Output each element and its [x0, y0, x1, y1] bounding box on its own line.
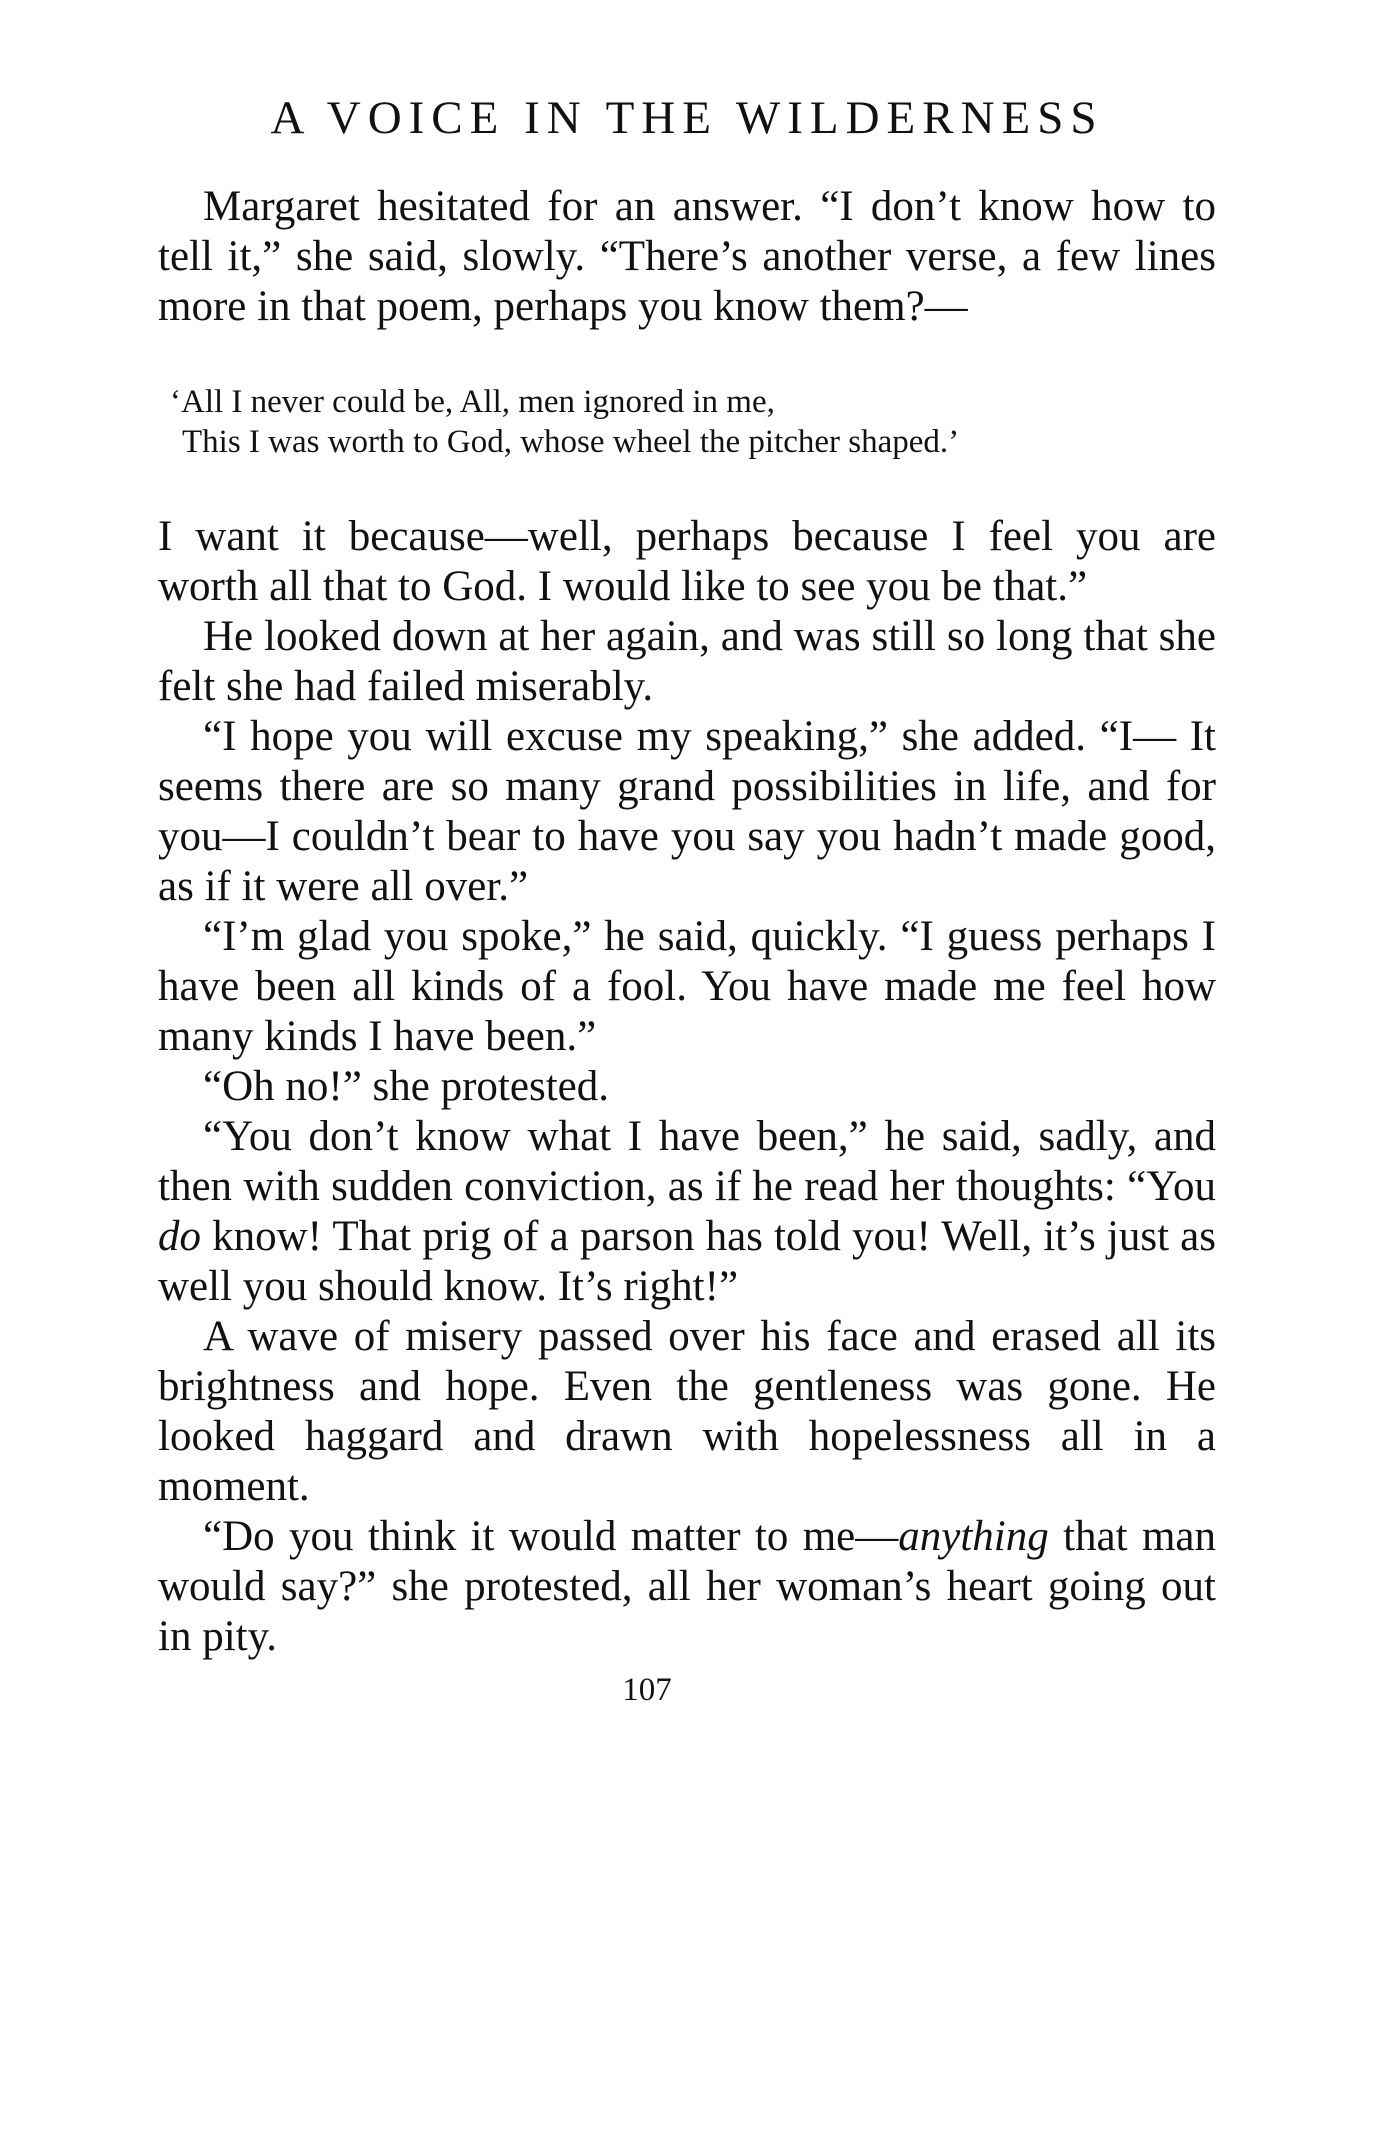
- verse-line-1: ‘All I never could be, All, men ignored in me,: [170, 384, 775, 420]
- page-number: 107: [622, 1672, 672, 1708]
- paragraph-6: “Oh no!” she protested.: [203, 1063, 609, 1110]
- paragraph-7-part-a: “You don’t know what I have been,” he said, sadly, and then with sudden conviction, as if he read her thoughts: “You: [158, 1113, 1216, 1210]
- paragraph-7-emphasis: do: [158, 1213, 201, 1260]
- paragraph-1: Margaret hesitated for an answer. “I don’t know how to tell it,” she said, slowly. “There’s another verse, a few lines more in that poem, perhaps you know them?—: [158, 183, 1216, 330]
- book-page: [158, 92, 1216, 1709]
- paragraph-9-part-b: that man would say?” she protested, all her woman’s heart going out in pity.: [158, 1513, 1216, 1660]
- verse-line-2: This I was worth to God, whose wheel the pitcher shaped.’: [182, 424, 960, 460]
- paragraph-2: I want it because—well, perhaps because I feel you are worth all that to God. I would like to see you be that.”: [158, 513, 1216, 610]
- paragraph-9-part-a: “Do you think it would matter to me—: [203, 1513, 899, 1560]
- verse-quote: [158, 382, 1216, 462]
- running-head: A VOICE IN THE WILDERNESS: [270, 92, 1104, 144]
- paragraph-5: “I’m glad you spoke,” he said, quickly. “I guess perhaps I have been all kinds of a fool. You have made me feel how many kinds I have been.”: [158, 913, 1216, 1060]
- paragraph-4: “I hope you will excuse my speaking,” she added. “I— It seems there are so many grand possibilities in life, and for you—I couldn’t bear to have you say you hadn’t made good, as if it were all over.”: [158, 713, 1216, 910]
- paragraph-7: [158, 1112, 1216, 1312]
- paragraph-7-part-b: know! That prig of a parson has told you! Well, it’s just as well you should know. It’s right!”: [158, 1213, 1216, 1310]
- paragraph-9: [158, 1512, 1216, 1662]
- paragraph-8: A wave of misery passed over his face and erased all its brightness and hope. Even the gentleness was gone. He looked haggard and drawn with hopelessness all in a moment.: [158, 1313, 1216, 1510]
- paragraph-9-emphasis: anything: [898, 1513, 1049, 1560]
- paragraph-3: He looked down at her again, and was still so long that she felt she had failed miserably.: [158, 613, 1216, 710]
